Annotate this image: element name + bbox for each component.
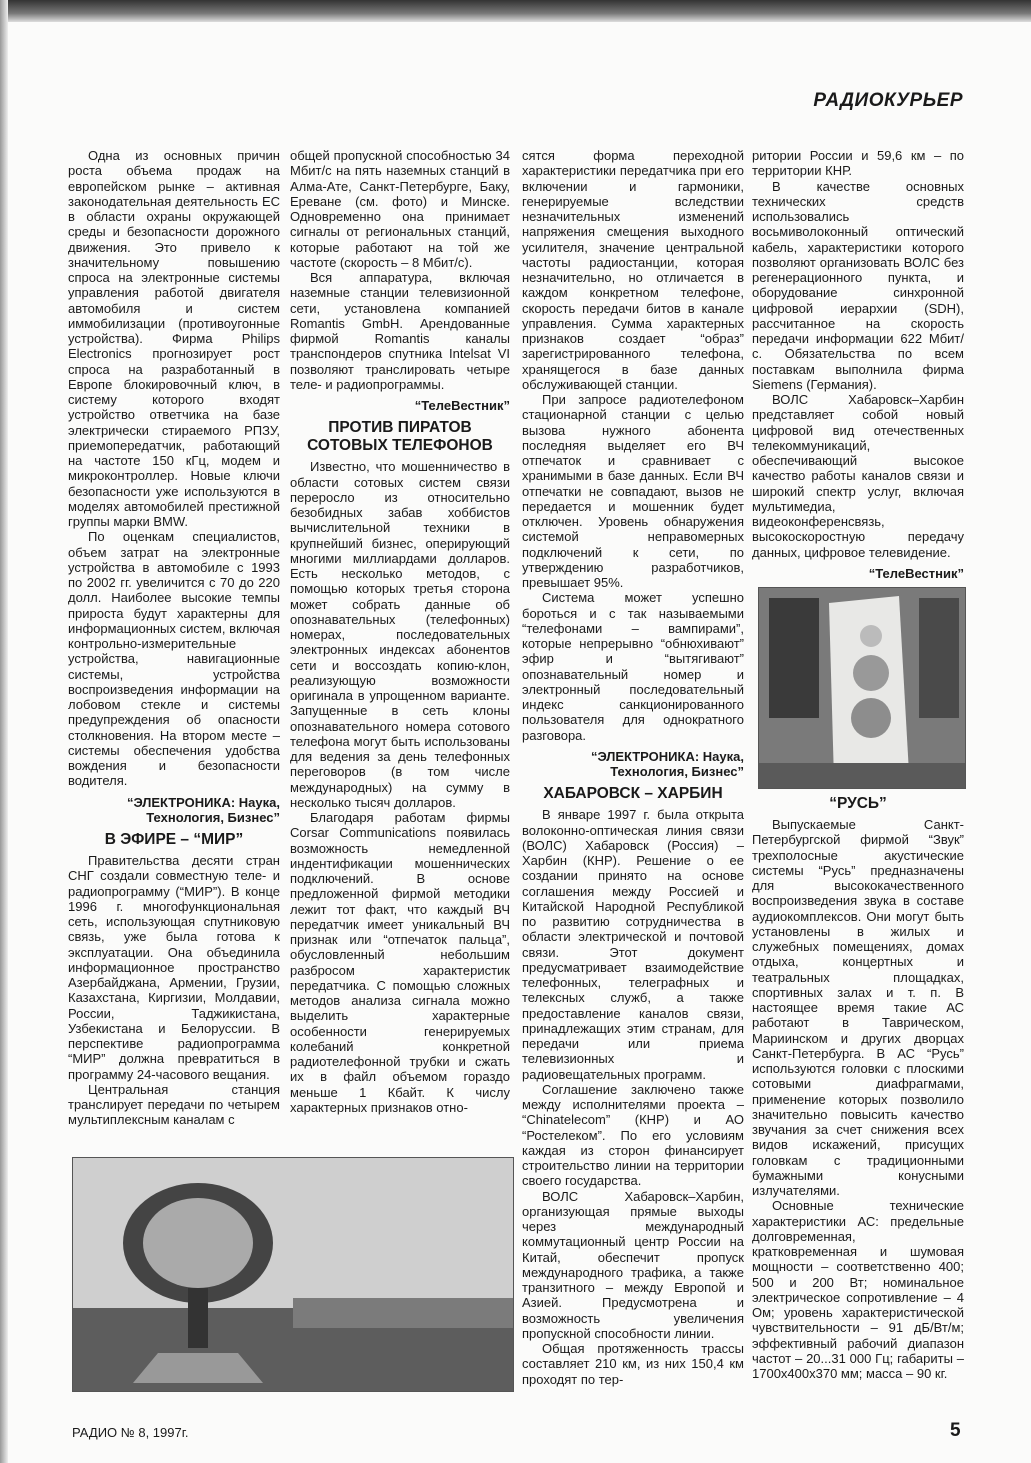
article-source: “ЭЛЕКТРОНИКА: Наука, Технология, Бизнес”: [590, 748, 744, 779]
paragraph: ВОЛС Хабаровск–Харбин, организующая прямые выходы через международный коммутационный центр России на Китай, обеспечит пропуск международного трафика, а также транзитного – между Европой и Азией. Предусмотрена и возможность увеличения пропускной способности линии.: [522, 1188, 744, 1341]
paragraph: Система может успешно бороться и с так называемыми “телефонами – вампирами”, которые непрерывно “обнюхивают” эфир и “вытягивают” опознавательный номер и электронный последовательный индекс санкционированного пользователя для однократного разговора.: [522, 590, 744, 743]
paragraph: В январе 1997 г. была открыта волоконно-оптическая линия связи (ВОЛС) Хабаровск (Россия) – Харбин (КНР). Решение о ее создании принято на основе соглашения между Россией и Китайской Народной Республикой по развитию сотрудничества в области электрической и почтовой связи. Этот документ предусматривает взаимодействие телефонных, телеграфных и телексных служб, а также предоставление каналов связи, принадлежащих этим странам, для передачи или приема телевизионных и радиовещательных программ.: [522, 807, 744, 1082]
column-4: [752, 148, 964, 1381]
paragraph: Основные технические характеристики АС: предельные долговременная, кратковременная и шумовая мощности – соответственно 400; 500 и 200 Вт; номинальное электрическое сопротивление – 4 Ом; уровень характеристической чувствительности – 91 дБ/Вт/м; эффективный рабочий диапазон частот – 20...31 000 Гц; габариты – 1700x400x370 мм; масса – 90 кг.: [752, 1198, 964, 1381]
article-source: “ТелеВестник”: [414, 398, 510, 413]
article-heading: В ЭФИРЕ – “МИР”: [104, 831, 244, 848]
column-2: [290, 148, 510, 1115]
article-heading: ПРОТИВ ПИРАТОВ СОТОВЫХ ТЕЛЕФОНОВ: [307, 419, 493, 455]
paragraph: Одна из основных причин роста объема продаж на европейском рынке – активная законодательная деятельность ЕС в области охраны окружающей среды и безопасности дорожного движения. Это привело к значительному повышению спроса на электронные системы управления работой двигателя автомобиля и систем иммобилизации (противоугонные устройства). Фирма Philips Electronics прогнозирует рост спроса на разработанный в Европе блокировочный ключ, в систему которого входят устройство ответчика на базе электрически стираемого РПЗУ, приемопередатчик, работающий на частоте 150 кГц, модем и микроконтроллер. Новые ключи безопасности уже используются в моделях автомобилей престижной группы марки BMW.: [68, 148, 280, 529]
scan-edge: [0, 0, 1031, 22]
column-1: [68, 148, 280, 1128]
paragraph: Вся аппаратура, включая наземные станции телевизионной сети, установлена компанией Romantis GmbH. Арендованные фирмой Romantis каналы транспондеров спутника Intelsat VI позволяют транслировать четыре теле- и радиопрограммы.: [290, 270, 510, 392]
paragraph: При запросе радиотелефоном стационарной станции с целью вызова нужного абонента последняя выделяет его ВЧ отпечаток и сравнивает с хранимыми в базе данных. Если ВЧ отпечатки не совпадают, вызов не передается и мошенник будет отключен. Уровень обнаружения системой неправомерных подключений к сети, по утверждению разработчиков, превышает 95%.: [522, 392, 744, 590]
antenna-illustration: [73, 1158, 513, 1391]
paragraph: Известно, что мошенничество в области сотовых систем связи переросло из относительно безобидных забав хоббистов вычислительной техники в крупнейший бизнес, оперирующий многими миллиардами долларов. Есть несколько методов, с помощью которых третья сторона может собрать данные об опознавательных (телефонных) номерах, последовательных электронных индексах абонентов сети и воссоздать копию-клон, реализующую возможности оригинала в упрощенном варианте. Запущенные в сеть клоны опознавательного номера сотового телефона могут быть использованы для ведения за день телефонных переговоров (в том числе международных) на сумму в несколько тысяч долларов.: [290, 459, 510, 810]
scan-edge-left: [0, 0, 8, 1463]
article-heading: ХАБАРОВСК – ХАРБИН: [543, 785, 723, 803]
paragraph: Благодаря работам фирмы Corsar Communications появилась возможность немедленной индентификации мошеннических подключений. В основе предложенной фирмой методики лежит тот факт, что каждый ВЧ передатчик имеет уникальный ВЧ признак или “отпечаток пальца”, обусловленный небольшим разбросом характеристик передатчика. С помощью сложных методов анализа сигнала можно выделить характерные особенности генерируемых колебаний конкретной радиотелефонной трубки и сжать их в файл объемом гораздо меньше 1 Кбайт. К числу характерных признаков отно-: [290, 810, 510, 1115]
issue-info: РАДИО № 8, 1997г.: [72, 1425, 189, 1440]
paragraph: Центральная станция транслирует передачи по четырем мультиплексным каналам с: [68, 1081, 280, 1128]
ground-station-photo: [72, 1157, 514, 1392]
section-title: РАДИОКУРЬЕР: [813, 90, 963, 111]
page-number: 5: [950, 1420, 961, 1441]
paragraph: ВОЛС Хабаровск–Харбин представляет собой новый цифровой вид отечественных телекоммуникаций, обеспечивающий высокое качество работы каналов связи и широкий спектр услуг, включая мультимедиа, видеоконференсвязь, высокоскоростную передачу данных, цифровое телевидение.: [752, 392, 964, 560]
speaker-photo: [758, 587, 966, 789]
paragraph: сятся форма переходной характеристики передатчика при его включении и гармоники, генерируемые вследствии незначительных изменений напряжения смещения выходного усилителя, значение центральной частоты радиостанции, которая незначительно, но отличается в каждом конкретном телефоне, скорость передачи битов в канале управления. Сумма характерных признаков создает “образ” зарегистрированного телефона, хранящегося в базе данных обслуживающей станции.: [522, 148, 744, 392]
paragraph: Выпускаемые Санкт-Петербургской фирмой “Звук” трехполосные акустические системы “Русь” предназначены для высококачественного воспроизведения звука в составе аудиокомплексов. Они могут быть установлены в жилых и служебных помещениях, домах отдыха, концертных и театральных площадках, спортивных залах и т. п. В настоящее время такие АС работают в Таврическом, Мариинском и других дворцах Санкт-Петербурга. В АС “Русь” используются головки с плоскими сотовыми диафрагмами, применение которых позволило значительно повысить качество звучания за счет снижения всех видов искажений, присущих головкам с традиционными бумажными конусными излучателями.: [752, 817, 964, 1198]
column-3: [522, 148, 744, 1387]
paragraph: Соглашение заключено также между исполнителями проекта – “Chinatelecom” (КНР) и АО “Ростелеком”. По его условиям каждая из сторон финансирует строительство линии на территории своего государства.: [522, 1081, 744, 1189]
article-heading: “РУСЬ”: [829, 795, 887, 812]
speaker-illustration: [759, 588, 965, 788]
article-source: “ЭЛЕКТРОНИКА: Наука, Технология, Бизнес”: [126, 794, 280, 825]
paragraph: Правительства десяти стран СНГ создали совместную теле- и радиопрограмму (“МИР”). В конце 1996 г. многофункциональная сеть, использующая спутниковую связь, уже была готова к эксплуатации. Она объединила информационное пространство Азербайджана, Армении, Грузии, Казахстана, Киргизии, Молдавии, России, Таджикистана, Узбекистана и Белоруссии. В перспективе радиопрограмма “МИР” должна превратиться в программу 24-часового вещания.: [68, 853, 280, 1082]
paragraph: В качестве основных технических средств использовались восьмиволоконный оптический кабель, характеристики которого позволяют организовать ВОЛС без регенерационного пункта, и оборудование синхронной цифровой иерархии (SDH), рассчитанное на скорость передачи информации 622 Мбит/с. Обязательства по всем поставкам выполнила фирма Siemens (Германия).: [752, 178, 964, 392]
article-source: “ТелеВестник”: [868, 565, 964, 581]
paragraph: Общая протяженность трассы составляет 210 км, из них 150,4 км проходят по тер-: [522, 1341, 744, 1387]
paragraph: общей пропускной способностью 34 Мбит/с на пять наземных станций в Алма-Ате, Санкт-Петербурге, Баку, Ереване (см. фото) и Минске. Одновременно она принимает сигналы от региональных станций, которые работают на той же частоте (скорость – 8 Мбит/с).: [290, 148, 510, 270]
paragraph: ритории России и 59,6 км – по территории КНР.: [752, 148, 964, 179]
paragraph: По оценкам специалистов, объем затрат на электронные устройства в автомобиле с 1993 по 2002 гг. увеличится с 70 до 220 долл. Наиболее высокие темпы прироста будут характерны для информационных систем, включая контрольно-измерительные устройства, навигационные системы, устройства воспроизведения информации на лобовом стекле и системы предупреждения об опасности столкновения. На втором месте – системы обеспечения удобства вождения и безопасности водителя.: [68, 529, 280, 789]
